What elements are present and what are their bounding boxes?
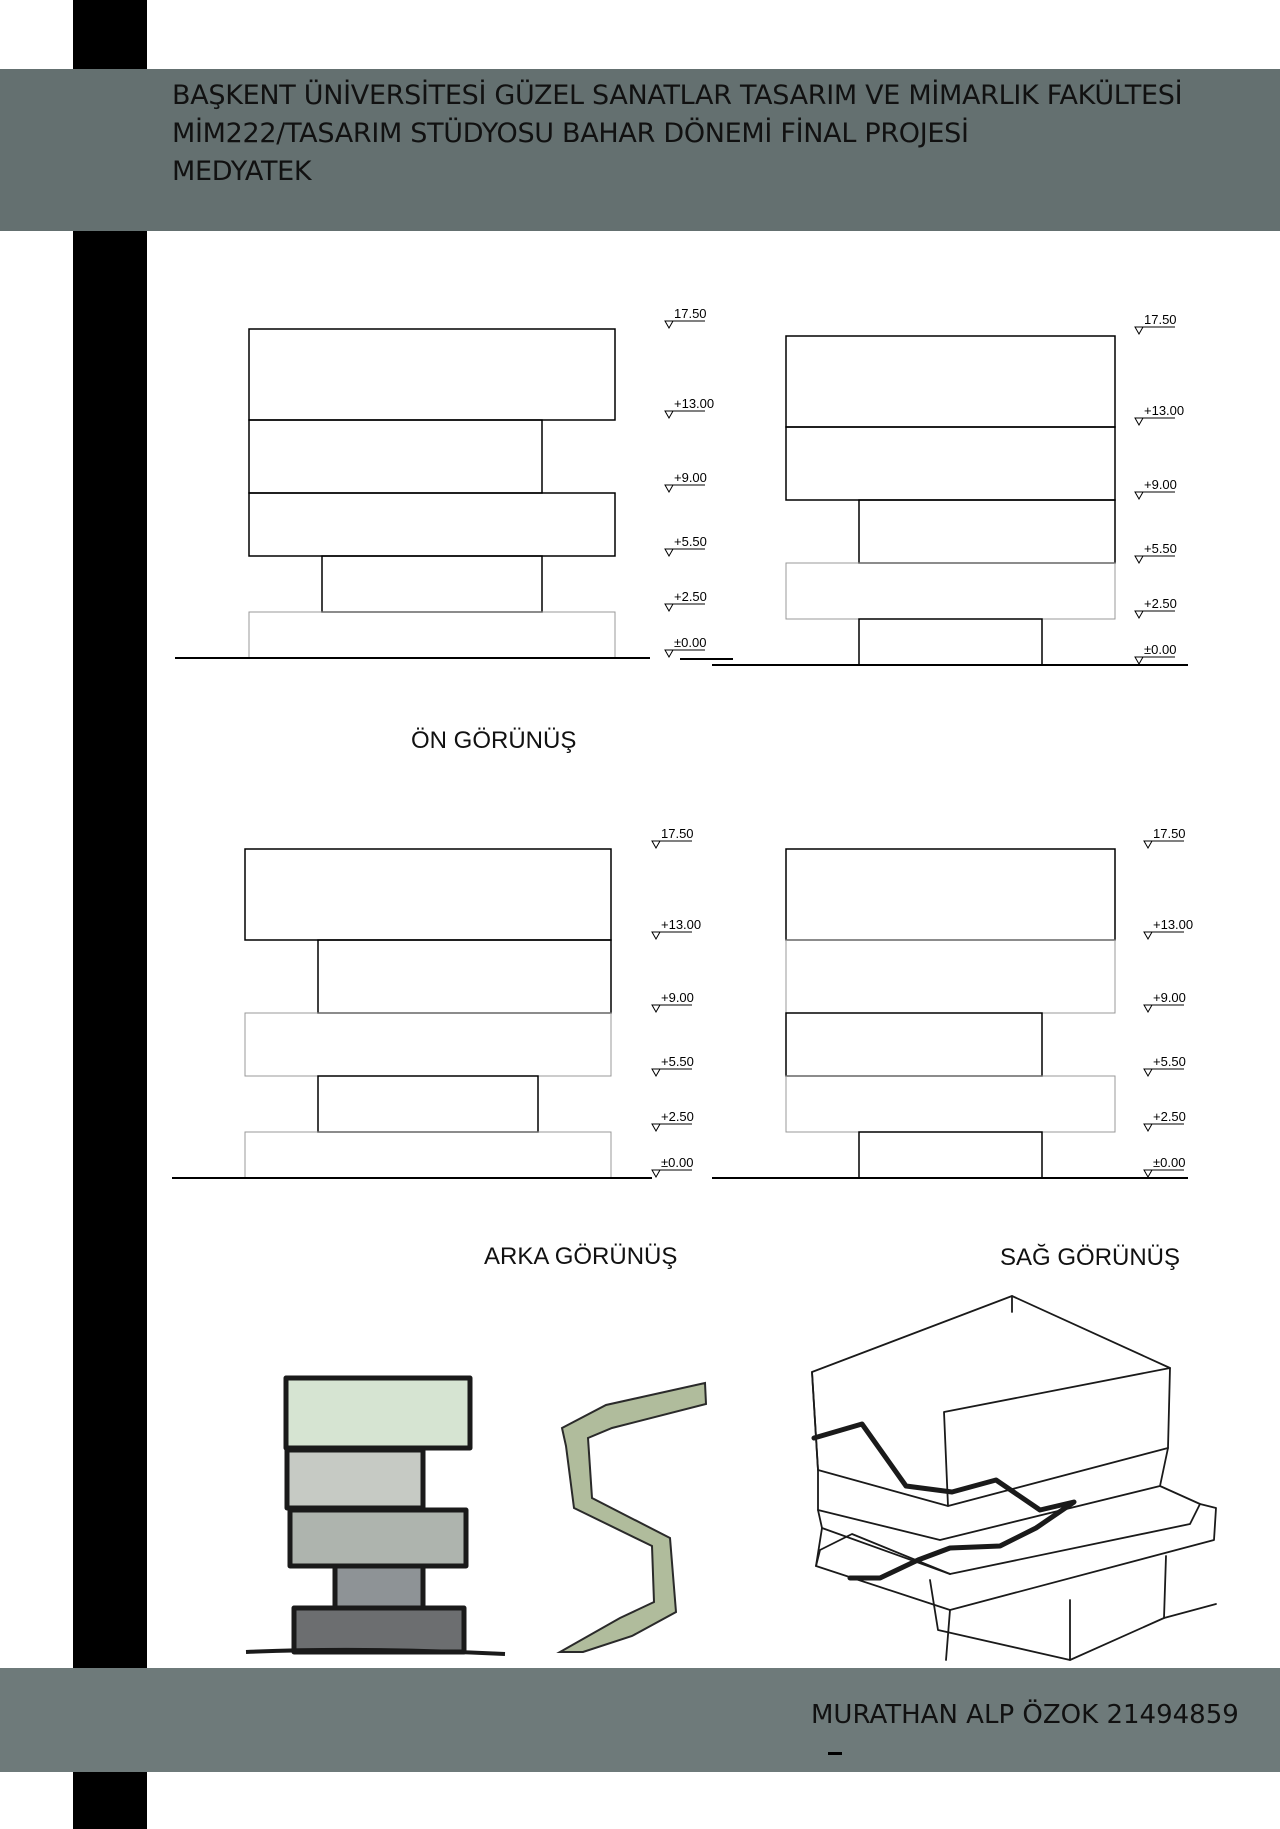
elevation-1 [175,329,733,659]
level-label: +2.50 [1144,596,1177,611]
level-triangle-icon [1135,327,1143,334]
level-label: ±0.00 [1153,1155,1186,1170]
elev3-block-5 [245,849,611,940]
level-label: +9.00 [1153,990,1186,1005]
level-label: +5.50 [674,534,707,549]
sketch-block-top [286,1378,470,1448]
persp-ribbon-line [814,1424,1074,1578]
sketch-zigzag-ribbon [560,1383,706,1652]
level-triangle-icon [1135,418,1143,425]
level-triangle-icon [652,1005,660,1012]
level-triangle-icon [652,841,660,848]
persp-layer-3 [818,1486,1200,1574]
persp-layer-4 [816,1504,1216,1610]
persp-top-box [812,1296,1170,1506]
level-marker [665,470,707,492]
level-marker [652,826,694,848]
elev2-block-4 [786,427,1115,500]
elev1-block-3 [249,493,615,556]
level-triangle-icon [652,1069,660,1076]
level-marker [652,1155,693,1177]
level-marker [1144,1054,1186,1076]
elev4-block-4 [786,940,1115,1013]
level-triangle-icon [1135,611,1143,618]
elev1-block-5 [249,329,615,420]
level-marker [652,990,694,1012]
level-triangle-icon [1135,556,1143,563]
elev3-block-1 [245,1132,611,1178]
level-label: +5.50 [1144,541,1177,556]
level-marker [1135,642,1176,664]
sketch-block-5 [294,1608,464,1652]
level-label: +2.50 [674,589,707,604]
level-triangle-icon [665,411,673,418]
level-triangle-icon [665,549,673,556]
level-label: +5.50 [661,1054,694,1069]
elev1-level-labels [665,306,714,657]
level-triangle-icon [1144,1124,1152,1131]
elevation-4 [712,849,1188,1178]
level-label: +13.00 [661,917,702,932]
elev3-block-2 [318,1076,538,1132]
view-title-right: SAĞ GÖRÜNÜŞ [1000,1244,1181,1271]
persp-bottom-right [1164,1604,1216,1618]
level-label: 17.50 [661,826,694,841]
level-label: +9.00 [1144,477,1177,492]
level-triangle-icon [652,1124,660,1131]
sketch-stacked-blocks [246,1378,505,1654]
elev2-level-labels [1135,312,1184,664]
level-triangle-icon [665,321,673,328]
level-label: +13.00 [1144,403,1185,418]
elev1-block-2 [322,556,542,612]
elev4-block-1 [859,1132,1042,1178]
level-marker [665,396,714,418]
level-marker [1144,1155,1185,1177]
level-label: +5.50 [1153,1054,1186,1069]
level-marker [665,635,706,657]
elev3-level-labels [652,826,701,1177]
elevation-2 [712,336,1188,665]
sketch-block-4 [335,1566,423,1608]
level-label: +13.00 [674,396,715,411]
ribbon-shape [560,1383,706,1652]
level-label: +9.00 [674,470,707,485]
level-triangle-icon [665,604,673,611]
sketch-block-3 [290,1510,466,1566]
level-marker [1135,403,1184,425]
elev2-block-1 [859,619,1042,665]
student-name: MURATHAN ALP ÖZOK 21494859 [811,1700,1239,1730]
header-line-project: MEDYATEK [172,156,312,187]
level-label: 17.50 [1144,312,1177,327]
level-marker [665,589,707,611]
level-triangle-icon [665,485,673,492]
level-triangle-icon [652,1170,660,1177]
elev1-block-4 [249,420,542,493]
level-triangle-icon [1135,657,1143,664]
header-line-course: MİM222/TASARIM STÜDYOSU BAHAR DÖNEMİ FİNAL PROJESİ [172,118,969,149]
level-triangle-icon [1144,1069,1152,1076]
elev4-block-5 [786,849,1115,940]
level-marker [1144,917,1193,939]
level-marker [1135,477,1177,499]
level-label: ±0.00 [1144,642,1177,657]
level-triangle-icon [1144,1170,1152,1177]
level-label: +2.50 [661,1109,694,1124]
view-title-back: ARKA GÖRÜNÜŞ [484,1243,678,1270]
level-triangle-icon [1135,492,1143,499]
elev2-block-5 [786,336,1115,427]
level-label: 17.50 [674,306,707,321]
level-label: ±0.00 [674,635,707,650]
level-triangle-icon [1144,841,1152,848]
elev1-block-1 [249,612,615,658]
level-label: ±0.00 [661,1155,694,1170]
elevation-3 [172,849,652,1178]
level-marker [1144,1109,1186,1131]
sketch-perspective [812,1296,1216,1660]
level-marker [665,306,707,328]
elev2-block-3 [859,500,1115,563]
elev3-block-3 [245,1013,611,1076]
level-label: +2.50 [1153,1109,1186,1124]
level-label: +13.00 [1153,917,1194,932]
level-marker [1135,541,1177,563]
elev3-block-4 [318,940,611,1013]
level-marker [652,1109,694,1131]
level-marker [652,1054,694,1076]
level-triangle-icon [652,932,660,939]
header-line-faculty: BAŞKENT ÜNİVERSİTESİ GÜZEL SANATLAR TASARIM VE MİMARLIK FAKÜLTESİ [172,80,1183,111]
level-triangle-icon [665,650,673,657]
view-title-front: ÖN GÖRÜNÜŞ [411,727,577,754]
level-triangle-icon [1144,1005,1152,1012]
level-marker [1135,596,1177,618]
level-marker [665,534,707,556]
level-triangle-icon [1144,932,1152,939]
level-marker [1144,990,1186,1012]
level-marker [1144,826,1186,848]
level-marker [1135,312,1177,334]
level-label: +9.00 [661,990,694,1005]
sketch-block-2 [287,1450,423,1508]
persp-edge-4 [946,1610,950,1660]
elev4-level-labels [1144,826,1193,1177]
elev4-block-2 [786,1076,1115,1132]
level-marker [652,917,701,939]
elev2-block-2 [786,563,1115,619]
elev4-block-3 [786,1013,1042,1076]
level-label: 17.50 [1153,826,1186,841]
persp-edge-1 [812,1372,818,1470]
